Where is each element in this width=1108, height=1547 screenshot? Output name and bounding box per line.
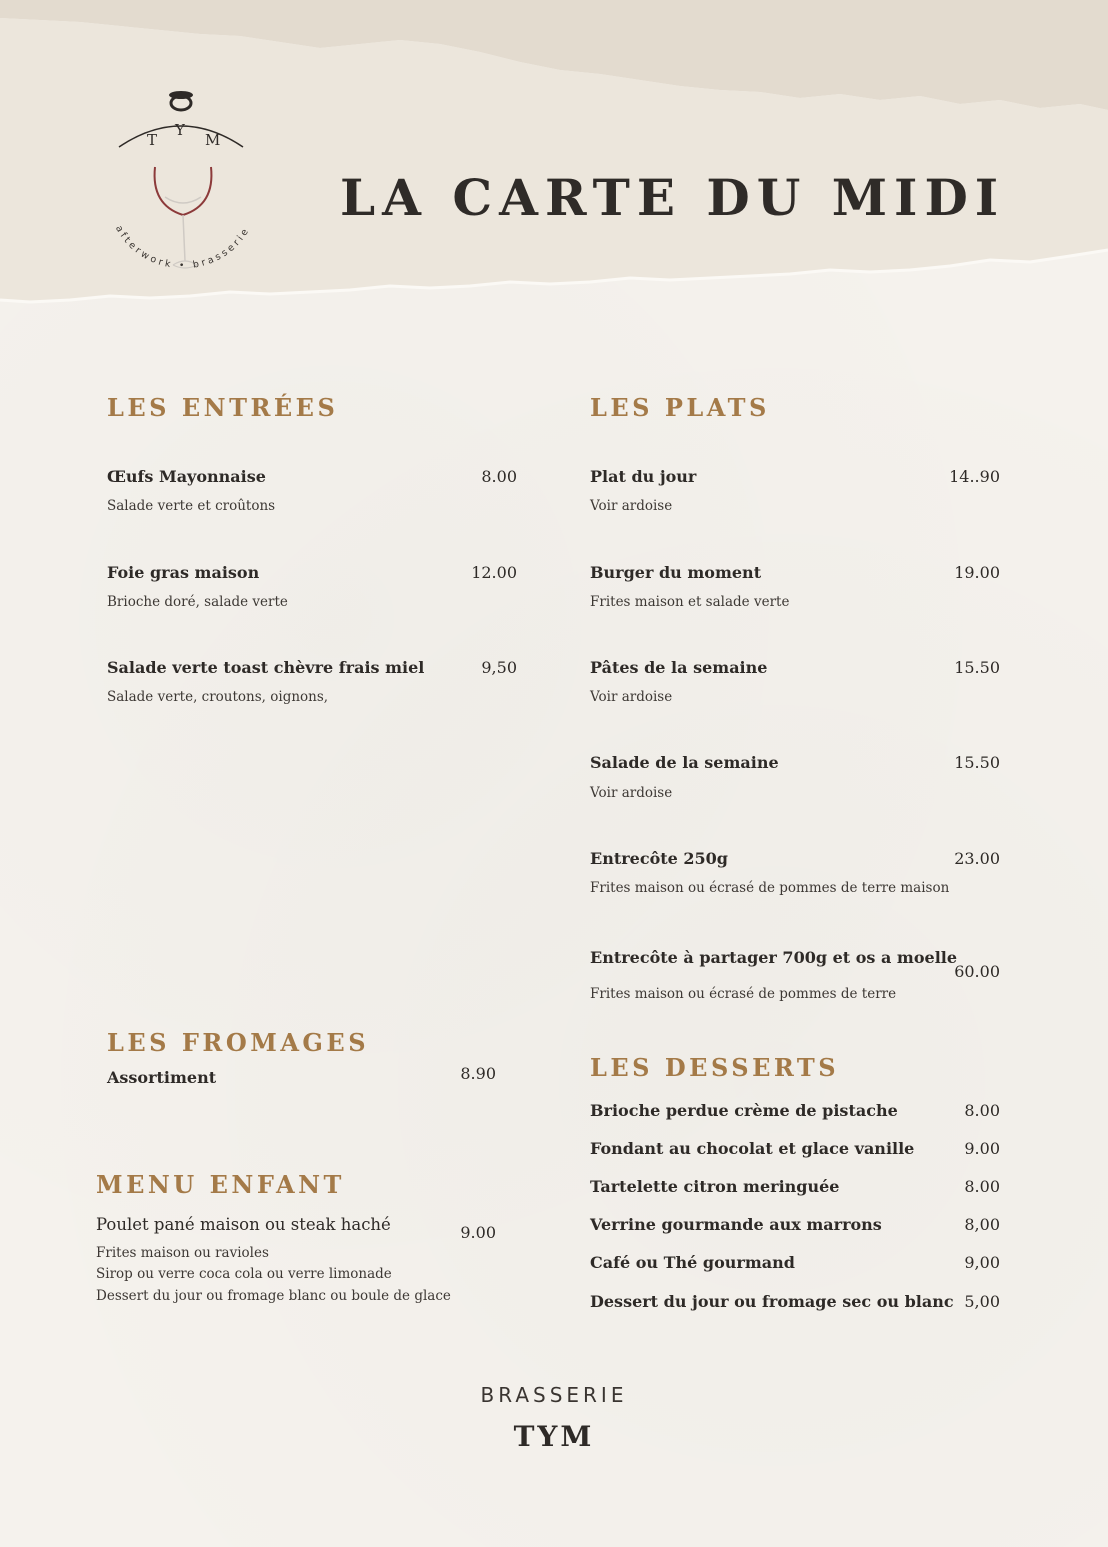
kids-menu-line: Frites maison ou ravioles: [96, 1245, 269, 1261]
menu-item-name: Œufs Mayonnaise: [107, 467, 266, 486]
kids-menu-line: Sirop ou verre coca cola ou verre limonade: [96, 1266, 392, 1282]
menu-item-name: Foie gras maison: [107, 563, 260, 582]
svg-text:Y: Y: [175, 121, 185, 139]
menu-item-name: Entrecôte 250g: [590, 849, 728, 868]
section-title-entrees: LES ENTRÉES: [107, 393, 339, 422]
menu-item-description: Salade verte et croûtons: [107, 498, 276, 514]
menu-item-description: Frites maison ou écrasé de pommes de terre: [590, 986, 897, 1002]
menu-item-description: Frites maison ou écrasé de pommes de terre maison: [590, 880, 950, 896]
dessert-price: 8.00: [964, 1177, 1000, 1196]
menu-item-name: Plat du jour: [590, 467, 697, 486]
menu-item-name: Burger du moment: [590, 563, 762, 582]
dessert-name: Brioche perdue crème de pistache: [590, 1101, 898, 1120]
menu-item-price: 23.00: [954, 849, 1000, 868]
dessert-price: 9,00: [964, 1253, 1000, 1272]
menu-item-price: 14..90: [949, 467, 1000, 486]
dessert-name: Verrine gourmande aux marrons: [590, 1215, 882, 1234]
cloche-and-wine-glass-logo-icon: [105, 85, 265, 295]
svg-text:M: M: [205, 131, 221, 149]
menu-item-price: 8.90: [460, 1064, 496, 1083]
kids-menu-price: 9.00: [460, 1223, 496, 1242]
kids-menu-line: Dessert du jour ou fromage blanc ou boule de glace: [96, 1288, 451, 1304]
menu-item-price: 12.00: [471, 563, 517, 582]
kids-menu-name: Poulet pané maison ou steak haché: [96, 1215, 391, 1234]
dessert-price: 8,00: [964, 1215, 1000, 1234]
page-title: LA CARTE DU MIDI: [340, 168, 1006, 227]
menu-item-name: Assortiment: [107, 1068, 217, 1087]
menu-item-name: Salade verte toast chèvre frais miel: [107, 658, 425, 677]
menu-item-price: 60.00: [954, 962, 1000, 981]
menu-item-price: 8.00: [481, 467, 517, 486]
menu-item-price: 9,50: [481, 658, 517, 677]
dessert-name: Café ou Thé gourmand: [590, 1253, 795, 1272]
svg-text:afterwork • brasserie: afterwork • brasserie: [113, 223, 253, 272]
dessert-name: Fondant au chocolat et glace vanille: [590, 1139, 915, 1158]
menu-item-description: Frites maison et salade verte: [590, 594, 790, 610]
section-title-fromages: LES FROMAGES: [107, 1028, 370, 1057]
footer-brand-name: TYM: [513, 1420, 595, 1453]
dessert-price: 8.00: [964, 1101, 1000, 1120]
menu-item-description: Brioche doré, salade verte: [107, 594, 288, 610]
menu-item-name: Salade de la semaine: [590, 753, 779, 772]
menu-item-description: Voir ardoise: [590, 498, 673, 514]
section-title-plats: LES PLATS: [590, 393, 770, 422]
section-title-desserts: LES DESSERTS: [590, 1053, 840, 1082]
menu-item-name: Pâtes de la semaine: [590, 658, 768, 677]
dessert-price: 9.00: [964, 1139, 1000, 1158]
dessert-name: Tartelette citron meringuée: [590, 1177, 840, 1196]
menu-item-price: 15.50: [954, 658, 1000, 677]
menu-item-description: Voir ardoise: [590, 689, 673, 705]
menu-item-name: Entrecôte à partager 700g et os a moelle: [590, 948, 958, 967]
dessert-name: Dessert du jour ou fromage sec ou blanc: [590, 1292, 954, 1311]
svg-text:T: T: [147, 131, 158, 149]
dessert-price: 5,00: [964, 1292, 1000, 1311]
menu-item-price: 15.50: [954, 753, 1000, 772]
footer-brasserie-label: BRASSERIE: [480, 1383, 628, 1407]
menu-item-price: 19.00: [954, 563, 1000, 582]
section-title-enfant: MENU ENFANT: [96, 1170, 345, 1199]
menu-item-description: Salade verte, croutons, oignons,: [107, 689, 329, 705]
menu-item-description: Voir ardoise: [590, 785, 673, 801]
